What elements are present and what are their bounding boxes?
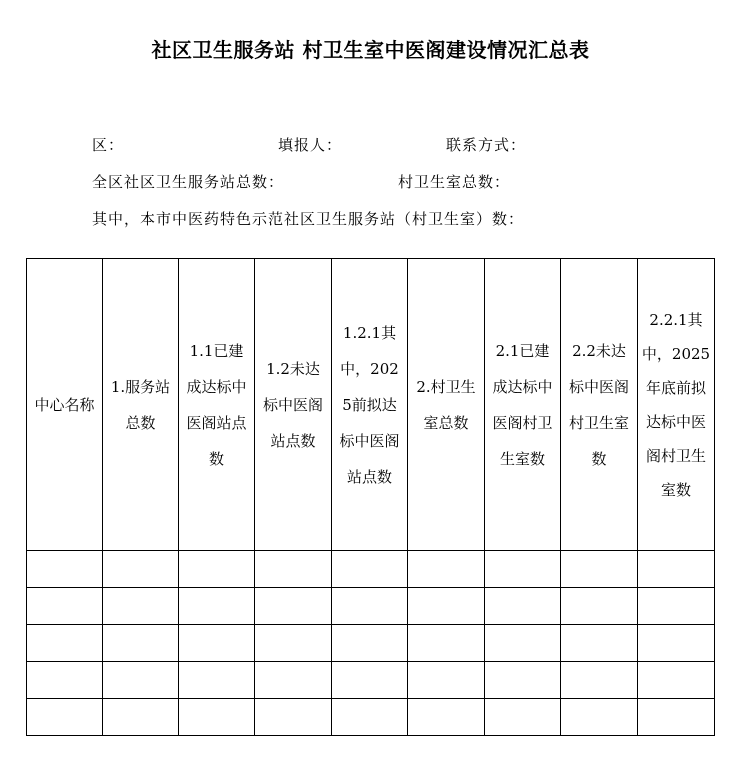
table-cell[interactable] — [255, 662, 332, 699]
table-cell[interactable] — [408, 625, 485, 662]
table-body — [27, 551, 715, 736]
table-cell[interactable] — [27, 551, 103, 588]
table-row — [27, 551, 715, 588]
table-cell[interactable] — [408, 699, 485, 736]
table-cell[interactable] — [332, 699, 408, 736]
table-cell[interactable] — [408, 551, 485, 588]
total-clinics-label: 村卫生室总数： — [398, 173, 511, 191]
table-row — [27, 625, 715, 662]
table-cell[interactable] — [179, 625, 255, 662]
table-row — [27, 588, 715, 625]
table-cell[interactable] — [561, 588, 638, 625]
table-cell[interactable] — [638, 625, 715, 662]
table-cell[interactable] — [561, 625, 638, 662]
table-cell[interactable] — [332, 551, 408, 588]
table-cell[interactable] — [255, 625, 332, 662]
table-cell[interactable] — [103, 551, 179, 588]
summary-table — [26, 258, 715, 736]
table-cell[interactable] — [408, 662, 485, 699]
header-station-total: 1.服务站总数 — [103, 259, 179, 551]
table-cell[interactable] — [179, 551, 255, 588]
header-stations-planned-2025: 1.2.1其中，2025前拟达标中医阁站点数 — [332, 259, 408, 551]
table-cell[interactable] — [179, 588, 255, 625]
table-cell[interactable] — [332, 625, 408, 662]
table-cell[interactable] — [561, 662, 638, 699]
table-cell[interactable] — [638, 588, 715, 625]
reporter-label: 填报人： — [278, 136, 343, 154]
table-row — [27, 699, 715, 736]
table-cell[interactable] — [485, 662, 561, 699]
table-cell[interactable] — [638, 699, 715, 736]
table-cell[interactable] — [485, 588, 561, 625]
table-cell[interactable] — [255, 588, 332, 625]
table-cell[interactable] — [408, 588, 485, 625]
table-cell[interactable] — [27, 625, 103, 662]
table-cell[interactable] — [179, 699, 255, 736]
header-center-name: 中心名称 — [27, 259, 103, 551]
header-clinics-unqualified: 2.2未达标中医阁村卫生室数 — [561, 259, 638, 551]
header-row — [27, 259, 715, 551]
table-cell[interactable] — [485, 699, 561, 736]
table-cell[interactable] — [179, 662, 255, 699]
header-stations-unqualified: 1.2未达标中医阁站点数 — [255, 259, 332, 551]
table-cell[interactable] — [103, 662, 179, 699]
table-cell[interactable] — [27, 699, 103, 736]
table-cell[interactable] — [561, 551, 638, 588]
table-cell[interactable] — [103, 699, 179, 736]
table-cell[interactable] — [103, 588, 179, 625]
table-cell[interactable] — [638, 551, 715, 588]
contact-label: 联系方式： — [446, 136, 527, 154]
header-clinics-planned-2025: 2.2.1其中，2025年底前拟达标中医阁村卫生室数 — [638, 259, 715, 551]
table-cell[interactable] — [103, 625, 179, 662]
page-title: 社区卫生服务站 村卫生室中医阁建设情况汇总表 — [151, 38, 590, 62]
header-clinics-built: 2.1已建成达标中医阁村卫生室数 — [485, 259, 561, 551]
total-stations-label: 全区社区卫生服务站总数： — [92, 173, 285, 191]
table-cell[interactable] — [27, 588, 103, 625]
table-cell[interactable] — [638, 662, 715, 699]
table-cell[interactable] — [485, 625, 561, 662]
district-label: 区： — [92, 136, 125, 154]
table-cell[interactable] — [255, 699, 332, 736]
table-cell[interactable] — [332, 588, 408, 625]
table-cell[interactable] — [27, 662, 103, 699]
table-cell[interactable] — [485, 551, 561, 588]
table-row — [27, 662, 715, 699]
table-cell[interactable] — [332, 662, 408, 699]
demo-stations-label: 其中，本市中医药特色示范社区卫生服务站（村卫生室）数： — [92, 210, 525, 228]
header-clinic-total: 2.村卫生室总数 — [408, 259, 485, 551]
header-stations-built: 1.1已建成达标中医阁站点数 — [179, 259, 255, 551]
table-cell[interactable] — [255, 551, 332, 588]
table-cell[interactable] — [561, 699, 638, 736]
